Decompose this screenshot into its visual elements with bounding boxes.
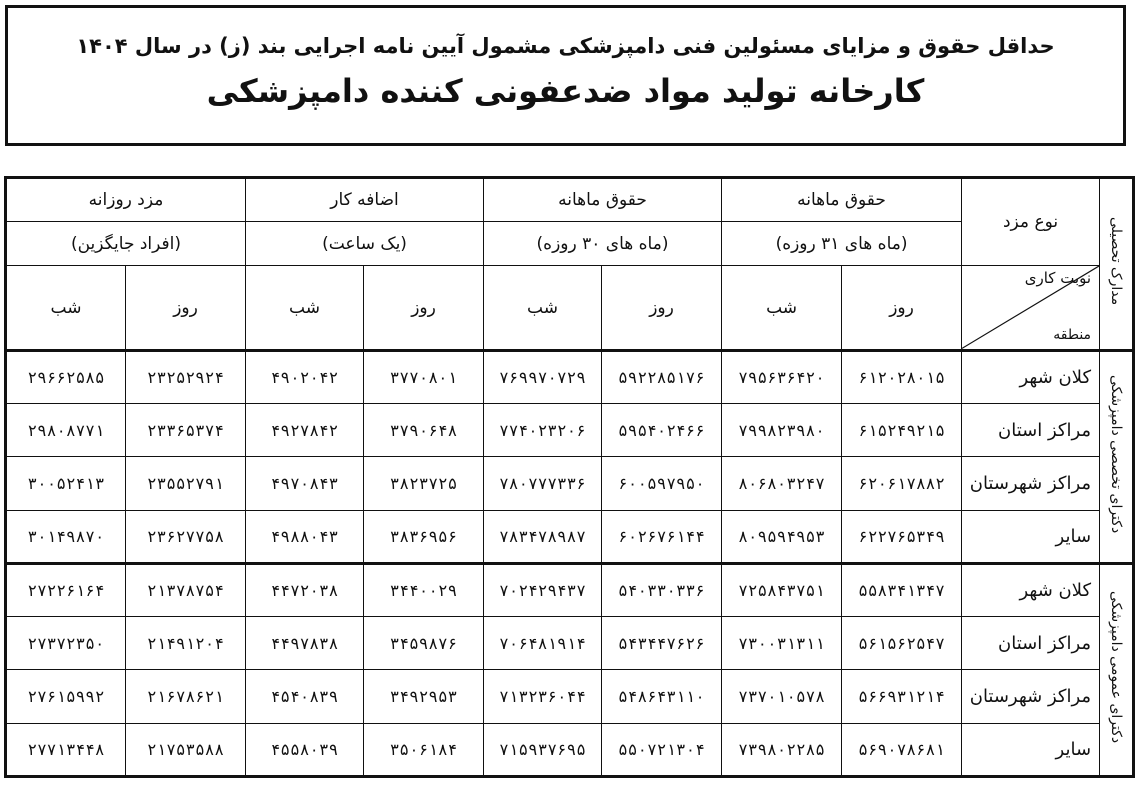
group-subheader-daily-wage: (افراد جایگزین) [6, 222, 246, 266]
value-cell: ۳۸۲۳۷۲۵ [364, 457, 484, 510]
value-cell: ۵۶۶۹۳۱۲۱۴ [842, 670, 962, 723]
value-cell: ۲۱۴۹۱۲۰۴ [126, 617, 246, 670]
value-cell: ۵۴۳۴۴۷۶۲۶ [602, 617, 722, 670]
value-cell: ۳۴۴۰۰۲۹ [364, 563, 484, 616]
value-cell: ۷۳۷۰۱۰۵۷۸ [722, 670, 842, 723]
region-name: کلان شهر [962, 350, 1100, 403]
document-title: کارخانه تولید مواد ضدعفونی کننده دامپزشکی [206, 72, 925, 110]
value-cell: ۲۳۵۵۲۷۹۱ [126, 457, 246, 510]
group-subheader-month31: (ماه های ۳۱ روزه) [722, 222, 962, 266]
value-cell: ۶۰۰۵۹۷۹۵۰ [602, 457, 722, 510]
night-header: شب [722, 266, 842, 350]
table-row [6, 723, 1134, 776]
day-header: روز [126, 266, 246, 350]
value-cell: ۷۱۳۲۳۶۰۴۴ [484, 670, 602, 723]
value-cell: ۲۳۶۲۷۷۵۸ [126, 510, 246, 563]
value-cell: ۴۹۷۰۸۴۳ [246, 457, 364, 510]
value-cell: ۲۱۷۵۳۵۸۸ [126, 723, 246, 776]
region-name: مراکز شهرستان [962, 670, 1100, 723]
value-cell: ۴۴۹۷۸۳۸ [246, 617, 364, 670]
value-cell: ۵۹۲۲۸۵۱۷۶ [602, 350, 722, 403]
degree-label: دکترای تخصصی دامپزشکی [1100, 350, 1134, 563]
value-cell: ۲۷۳۷۲۳۵۰ [6, 617, 126, 670]
value-cell: ۲۷۲۲۶۱۶۴ [6, 563, 126, 616]
table-row [6, 350, 1134, 403]
shift-label: نوبت کاری [1024, 269, 1092, 288]
region-label: منطقه [1053, 326, 1092, 343]
wage-table [4, 176, 1135, 778]
value-cell: ۳۵۰۶۱۸۴ [364, 723, 484, 776]
value-cell: ۴۹۲۷۸۴۲ [246, 404, 364, 457]
value-cell: ۸۰۹۵۹۴۹۵۳ [722, 510, 842, 563]
value-cell: ۴۴۷۲۰۳۸ [246, 563, 364, 616]
value-cell: ۷۹۹۸۲۳۹۸۰ [722, 404, 842, 457]
value-cell: ۳۰۰۵۲۴۱۳ [6, 457, 126, 510]
degree-column-header: مدارک تحصیلی [1100, 178, 1134, 351]
value-cell: ۷۱۵۹۳۷۶۹۵ [484, 723, 602, 776]
table-row [6, 510, 1134, 563]
value-cell: ۳۴۵۹۸۷۶ [364, 617, 484, 670]
region-name: سایر [962, 723, 1100, 776]
value-cell: ۳۰۱۴۹۸۷۰ [6, 510, 126, 563]
group-header-month30: حقوق ماهانه [484, 178, 722, 222]
value-cell: ۷۳۰۰۳۱۳۱۱ [722, 617, 842, 670]
value-cell: ۳۸۳۶۹۵۶ [364, 510, 484, 563]
value-cell: ۲۳۳۶۵۳۷۴ [126, 404, 246, 457]
value-cell: ۷۰۲۴۲۹۴۳۷ [484, 563, 602, 616]
day-header: روز [602, 266, 722, 350]
table-row [6, 670, 1134, 723]
value-cell: ۲۳۲۵۲۹۲۴ [126, 350, 246, 403]
value-cell: ۷۰۶۴۸۱۹۱۴ [484, 617, 602, 670]
value-cell: ۵۴۰۳۳۰۳۳۶ [602, 563, 722, 616]
value-cell: ۵۹۵۴۰۲۴۶۶ [602, 404, 722, 457]
document-subtitle: حداقل حقوق و مزایای مسئولین فنی دامپزشکی مشمول آیین نامه اجرایی بند (ز) در سال ۱۴۰۴ [76, 34, 1055, 58]
value-cell: ۸۰۶۸۰۳۲۴۷ [722, 457, 842, 510]
value-cell: ۷۳۹۸۰۲۲۸۵ [722, 723, 842, 776]
table-body [6, 350, 1134, 776]
value-cell: ۲۹۸۰۸۷۷۱ [6, 404, 126, 457]
night-header: شب [484, 266, 602, 350]
shift-region-cell [962, 266, 1100, 350]
degree-label: دکترای عمومی دامپزشکی [1100, 563, 1134, 776]
value-cell: ۶۲۲۷۶۵۳۴۹ [842, 510, 962, 563]
value-cell: ۶۱۲۰۲۸۰۱۵ [842, 350, 962, 403]
night-header: شب [6, 266, 126, 350]
value-cell: ۶۱۵۲۴۹۲۱۵ [842, 404, 962, 457]
document-header [5, 5, 1126, 146]
value-cell: ۳۴۹۲۹۵۳ [364, 670, 484, 723]
group-header-overtime: اضافه کار [246, 178, 484, 222]
region-name: سایر [962, 510, 1100, 563]
value-cell: ۴۹۰۲۰۴۲ [246, 350, 364, 403]
group-subheader-overtime: (یک ساعت) [246, 222, 484, 266]
region-name: کلان شهر [962, 563, 1100, 616]
value-cell: ۵۴۸۶۴۳۱۱۰ [602, 670, 722, 723]
value-cell: ۷۷۴۰۲۳۲۰۶ [484, 404, 602, 457]
value-cell: ۷۸۰۷۷۷۳۳۶ [484, 457, 602, 510]
value-cell: ۳۷۹۰۶۴۸ [364, 404, 484, 457]
value-cell: ۲۷۷۱۳۴۴۸ [6, 723, 126, 776]
table-row [6, 563, 1134, 616]
wage-type-header: نوع مزد [962, 178, 1100, 266]
value-cell: ۶۰۲۶۷۶۱۴۴ [602, 510, 722, 563]
value-cell: ۲۱۳۷۸۷۵۴ [126, 563, 246, 616]
value-cell: ۲۹۶۶۲۵۸۵ [6, 350, 126, 403]
value-cell: ۳۷۷۰۸۰۱ [364, 350, 484, 403]
region-name: مراکز استان [962, 404, 1100, 457]
day-header: روز [364, 266, 484, 350]
region-name: مراکز شهرستان [962, 457, 1100, 510]
value-cell: ۵۶۹۰۷۸۶۸۱ [842, 723, 962, 776]
value-cell: ۴۹۸۸۰۴۳ [246, 510, 364, 563]
value-cell: ۵۶۱۵۶۲۵۴۷ [842, 617, 962, 670]
day-header: روز [842, 266, 962, 350]
value-cell: ۵۵۰۷۲۱۳۰۴ [602, 723, 722, 776]
group-header-daily-wage: مزد روزانه [6, 178, 246, 222]
table-row [6, 404, 1134, 457]
value-cell: ۷۹۵۶۳۶۴۲۰ [722, 350, 842, 403]
value-cell: ۷۶۹۹۷۰۷۲۹ [484, 350, 602, 403]
group-header-month31: حقوق ماهانه [722, 178, 962, 222]
value-cell: ۶۲۰۶۱۷۸۸۲ [842, 457, 962, 510]
value-cell: ۷۲۵۸۴۳۷۵۱ [722, 563, 842, 616]
group-subheader-month30: (ماه های ۳۰ روزه) [484, 222, 722, 266]
value-cell: ۲۱۶۷۸۶۲۱ [126, 670, 246, 723]
table-row [6, 457, 1134, 510]
region-name: مراکز استان [962, 617, 1100, 670]
value-cell: ۴۵۴۰۸۳۹ [246, 670, 364, 723]
value-cell: ۴۵۵۸۰۳۹ [246, 723, 364, 776]
value-cell: ۲۷۶۱۵۹۹۲ [6, 670, 126, 723]
table-row [6, 617, 1134, 670]
value-cell: ۵۵۸۳۴۱۳۴۷ [842, 563, 962, 616]
night-header: شب [246, 266, 364, 350]
value-cell: ۷۸۳۴۷۸۹۸۷ [484, 510, 602, 563]
